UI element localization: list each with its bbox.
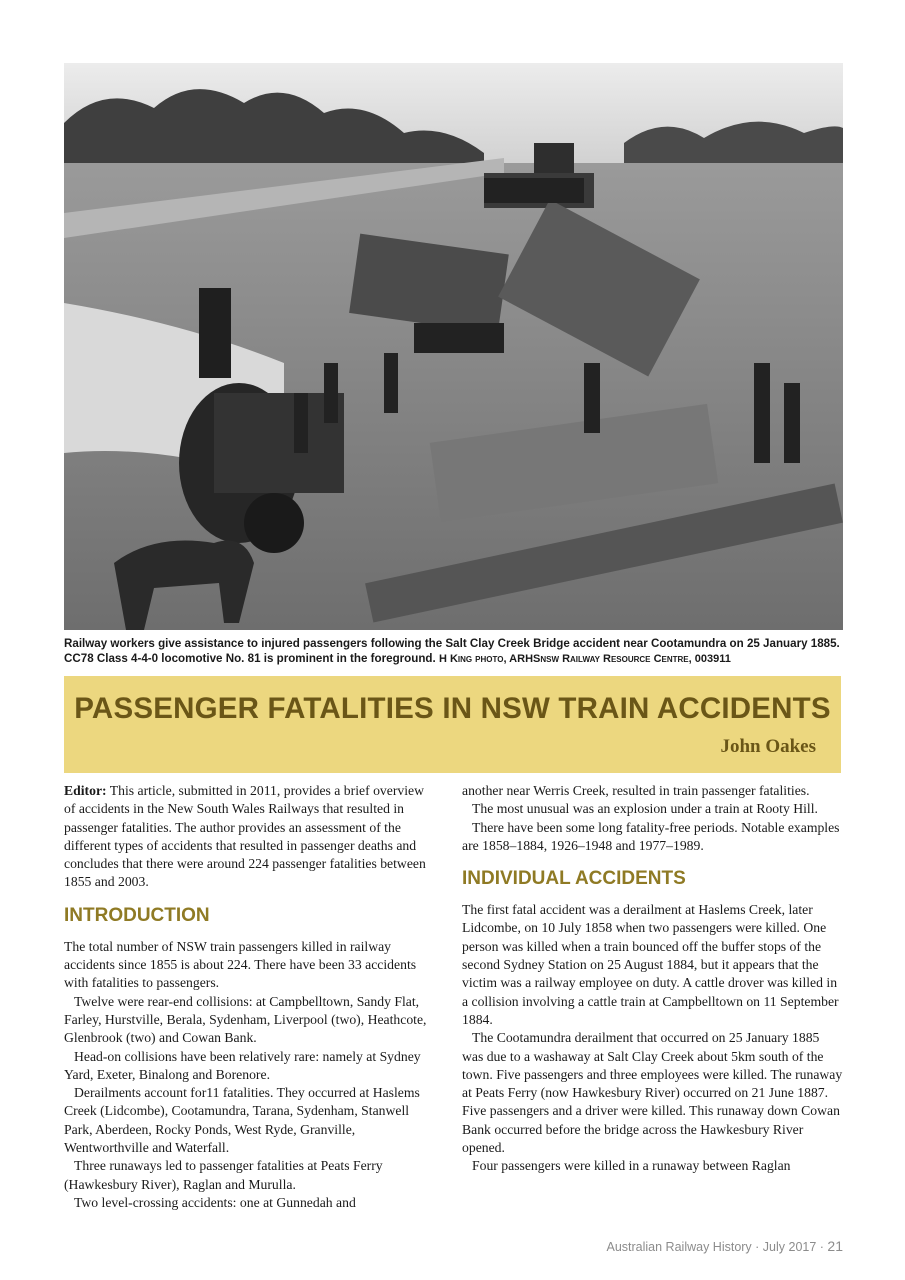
paragraph: The Cootamundra derailment that occurred on 25 January 1885 was due to a washaway at Salt Clay Creek about 5km south of the town. Five passengers and three employees were killed. The runaway at Peats Ferry (now Hawkesbury River) occurred on 21 June 1887. Five passengers and a driver were killed. This runaway down Cowan Bank occurred before the bridge across the Hawkesbury River opened. xyxy=(462,1030,843,1156)
paragraph: Three runaways led to passenger fatalities at Peats Ferry (Hawkesbury River), Raglan and Murulla. xyxy=(64,1158,383,1192)
paragraph: Derailments account for11 fatalities. They occurred at Haslems Creek (Lidcombe), Cootamundra, Tarana, Sydenham, Stanwell Park, Aberdeen, Rocky Ponds, West Ryde, Granville, Wentworthville and Waterfall. xyxy=(64,1085,420,1156)
section-heading-individual-accidents: INDIVIDUAL ACCIDENTS xyxy=(462,868,686,890)
photo-caption xyxy=(64,636,844,667)
photo-illustration xyxy=(64,63,843,630)
editor-note xyxy=(64,782,436,892)
left-column xyxy=(64,782,436,1212)
caption-text: Railway workers give assistance to injured passengers following the Salt Clay Creek Bridge accident near Cootamundra on 25 January 1885. CC78 Class 4-4-0 locomotive No. 81 is prominent in the foreground. xyxy=(64,637,840,665)
paragraph: Head-on collisions have been relatively rare: namely at Sydney Yard, Exeter, Binalong and Borenore. xyxy=(64,1048,421,1082)
paragraph: There have been some long fatality-free periods. Notable examples are 1858–1884, 1926–1948 and 1977–1989. xyxy=(462,819,840,853)
article-author: John Oakes xyxy=(720,736,816,757)
paragraph: Two level-crossing accidents: one at Gunnedah and xyxy=(74,1194,356,1210)
page-number: 21 xyxy=(827,1238,843,1254)
paragraph: Twelve were rear-end collisions: at Campbelltown, Sandy Flat, Farley, Hurstville, Berala, Sydenham, Liverpool (two), Heathcote, Glenbrook (two) and Cowan Bank. xyxy=(64,993,427,1046)
paragraph: The most unusual was an explosion under a train at Rooty Hill. xyxy=(472,801,818,817)
paragraph: The first fatal accident was a derailment at Haslems Creek, later Lidcombe, on 10 July 1858 when two passengers were killed. One person was killed when a train bounced off the buffer stops of the second Sydney Station on 25 August 1884, but it appears that the victim was a railway employee on duty. A cattle drover was killed in a collision involving a cattle train at Campbelltown on 11 September 1884. xyxy=(462,902,839,1027)
editor-text: This article, submitted in 2011, provides a brief overview of accidents in the New South Wales Railways that resulted in passenger fatalities. The author provides an assessment of the different types of accidents that resulted in passenger deaths and concludes that there were around 224 passenger fatalities between 1855 and 2003. xyxy=(64,783,426,890)
paragraph: another near Werris Creek, resulted in train passenger fatalities. xyxy=(462,783,810,798)
article-title: PASSENGER FATALITIES IN NSW TRAIN ACCIDENTS xyxy=(74,692,831,725)
footer-publication: Australian Railway History · July 2017 · xyxy=(606,1240,828,1254)
title-band xyxy=(64,676,841,773)
paragraph: Four passengers were killed in a runaway between Raglan xyxy=(472,1158,791,1174)
caption-credit: H King photo, ARHSnsw Railway Resource Centre, 003911 xyxy=(438,653,731,665)
accident-photo xyxy=(64,63,843,630)
editor-label: Editor: xyxy=(64,783,107,798)
section-heading-introduction: INTRODUCTION xyxy=(64,904,210,926)
page-footer xyxy=(607,1238,844,1254)
paragraph: The total number of NSW train passengers killed in railway accidents since 1855 is about 224. There have been 33 accidents with fatalities to passengers. xyxy=(64,938,417,991)
right-column xyxy=(462,782,843,1176)
